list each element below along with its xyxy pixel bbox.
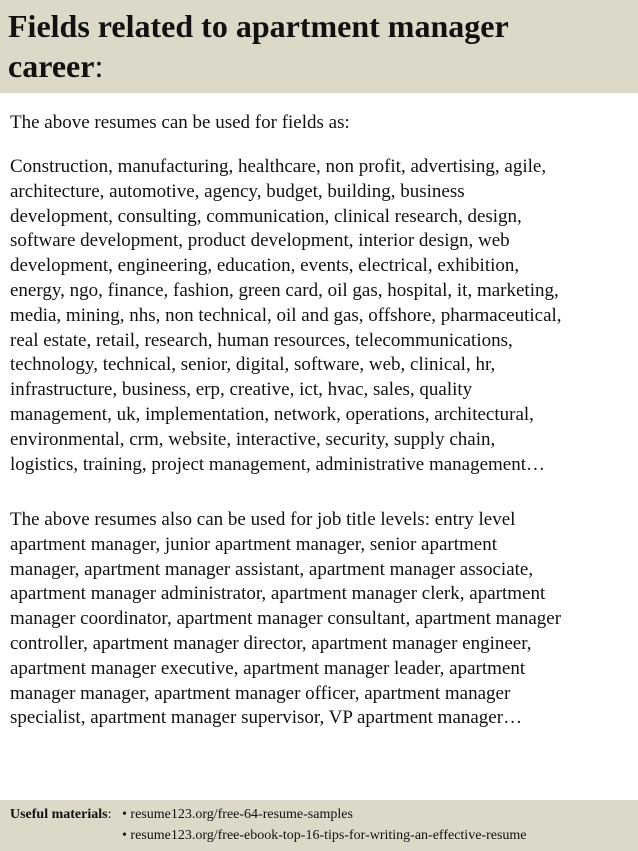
fields-line: real estate, retail, research, human resources, telecommunications, [10,329,513,351]
fields-line: Construction, manufacturing, healthcare, non profit, advertising, agile, [10,156,547,177]
job-titles-paragraph [10,508,630,731]
fields-line: media, mining, nhs, non technical, oil and gas, offshore, pharmaceutical, [10,304,562,326]
job-titles-line: apartment manager, junior apartment manager, senior apartment [10,533,497,555]
title-colon: : [94,48,104,84]
useful-materials-colon: : [107,807,112,822]
ebook-tips-link[interactable]: • resume123.org/free-ebook-top-16-tips-for-writing-an-effective-resume [122,828,527,843]
fields-line: technology, technical, senior, digital, software, web, clinical, hr, [10,354,496,376]
fields-line: development, consulting, communication, clinical research, design, [10,205,522,227]
useful-materials-label [10,806,111,824]
fields-line: software development, product development, interior design, web [10,230,510,252]
job-titles-line: manager coordinator, apartment manager consultant, apartment manager [10,608,562,630]
job-titles-line: The above resumes also can be used for job title levels: entry level [10,509,516,530]
title-line-1: Fields related to apartment manager [8,8,509,44]
title-line-2: career [8,48,95,84]
fields-line: infrastructure, business, erp, creative, ict, hvac, sales, quality [10,379,473,401]
job-titles-line: controller, apartment manager director, apartment manager engineer, [10,632,532,654]
job-titles-line: manager, apartment manager assistant, apartment manager associate, [10,558,534,580]
fields-line: management, uk, implementation, network, operations, architectural, [10,403,534,425]
fields-line: energy, ngo, finance, fashion, green card, oil gas, hospital, it, marketing, [10,279,559,301]
job-titles-line: apartment manager executive, apartment manager leader, apartment [10,657,526,679]
resume-samples-link[interactable]: • resume123.org/free-64-resume-samples [122,807,353,822]
fields-line: architecture, automotive, agency, budget, building, business [10,180,465,202]
useful-materials-text: Useful materials [10,807,108,822]
fields-paragraph [10,155,630,477]
job-titles-line: specialist, apartment manager supervisor, VP apartment manager… [10,707,523,729]
fields-intro: The above resumes can be used for fields as: [10,112,350,133]
fields-line: development, engineering, education, events, electrical, exhibition, [10,255,520,277]
job-titles-line: manager manager, apartment manager officer, apartment manager [10,682,511,704]
page-title [8,6,628,86]
fields-line: logistics, training, project management, administrative management… [10,453,546,475]
fields-line: environmental, crm, website, interactive, security, supply chain, [10,428,496,450]
job-titles-line: apartment manager administrator, apartment manager clerk, apartment [10,583,546,605]
